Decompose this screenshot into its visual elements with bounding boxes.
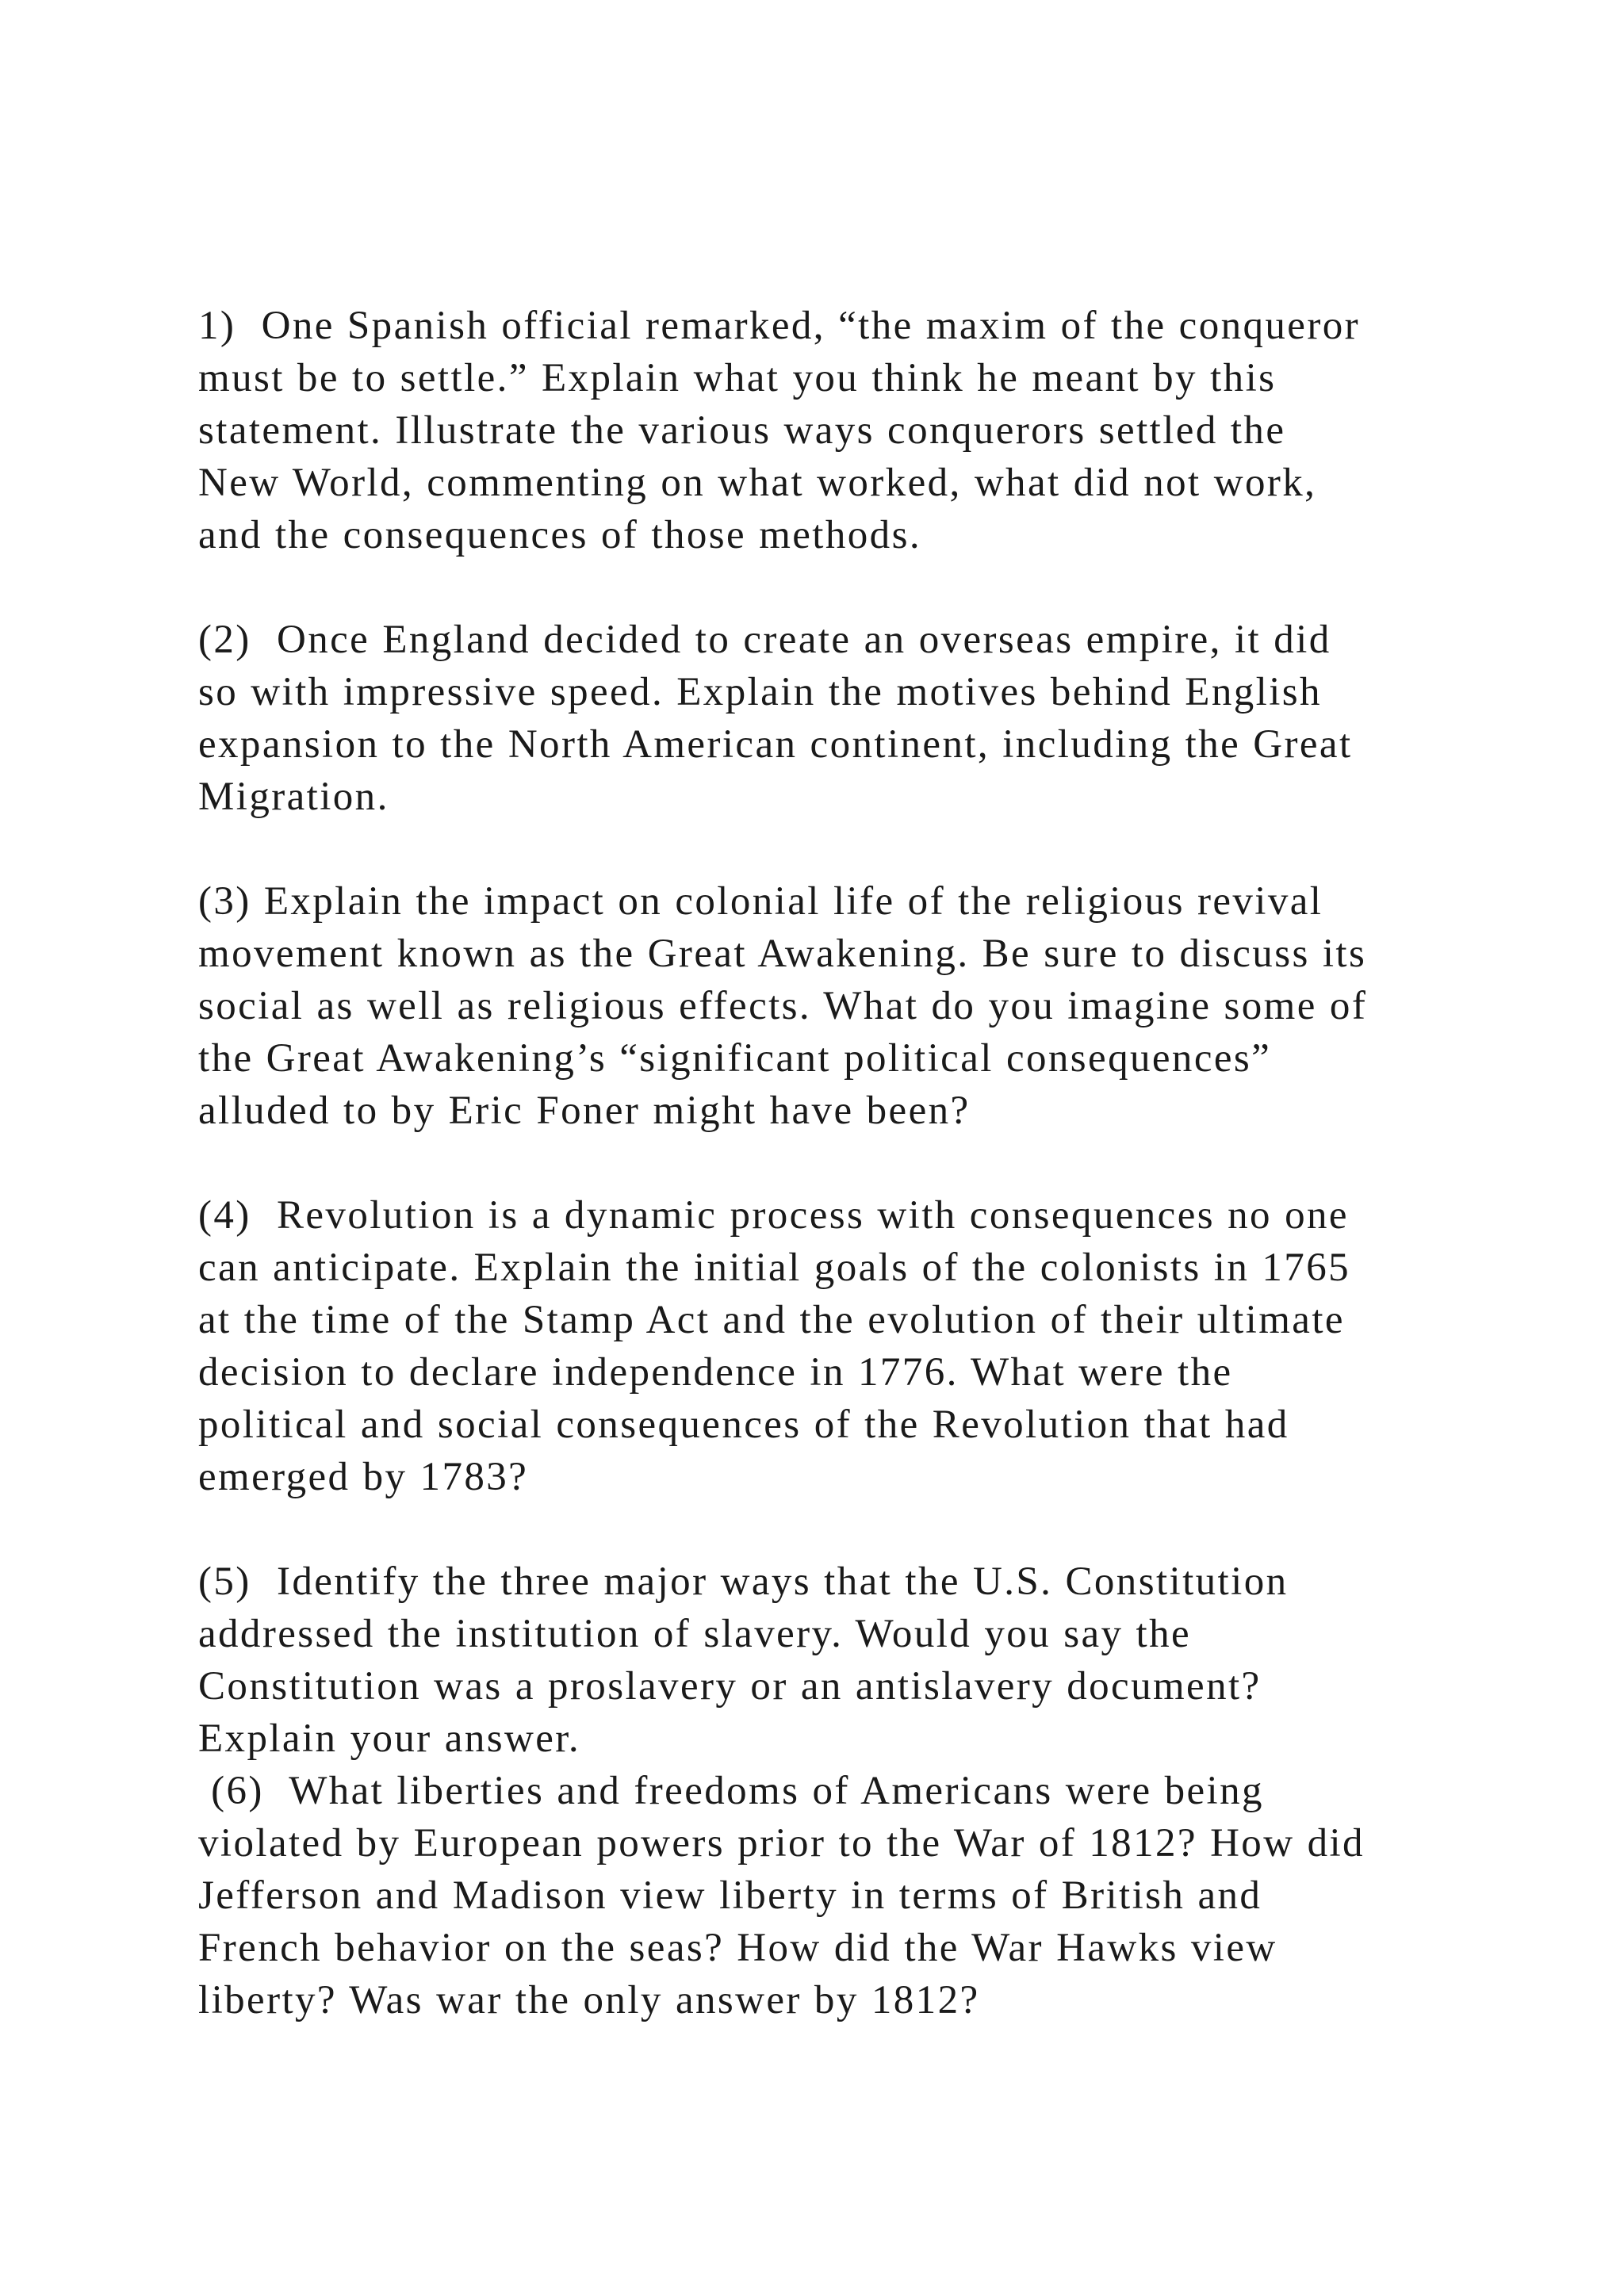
- text-line: addressed the institution of slavery. Would you say the: [198, 1612, 1192, 1656]
- text-line: must be to settle.” Explain what you think he meant by this: [198, 356, 1277, 400]
- text-line: social as well as religious effects. What do you imagine some of: [198, 984, 1368, 1028]
- paragraph-gap: [198, 561, 1499, 614]
- text-line: New World, commenting on what worked, what did not work,: [198, 461, 1317, 505]
- text-line: Jefferson and Madison view liberty in terms of British and: [198, 1873, 1262, 1918]
- text-line: (3) Explain the impact on colonial life of the religious revival: [198, 879, 1323, 924]
- question-1: [198, 300, 1499, 561]
- text-line: (4) Revolution is a dynamic process with consequences no one: [198, 1193, 1349, 1238]
- text-line: 1) One Spanish official remarked, “the maxim of the conqueror: [198, 304, 1361, 348]
- paragraph-gap: [198, 1137, 1499, 1189]
- document-body: [198, 300, 1499, 2026]
- question-5-and-6: [198, 1556, 1499, 2026]
- text-line: and the consequences of those methods.: [198, 513, 921, 557]
- text-line: Migration.: [198, 775, 389, 819]
- text-line: emerged by 1783?: [198, 1455, 529, 1499]
- text-line: movement known as the Great Awakening. Be sure to discuss its: [198, 932, 1367, 976]
- question-3: [198, 875, 1499, 1137]
- text-line: decision to declare independence in 1776. What were the: [198, 1350, 1233, 1395]
- text-line: (5) Identify the three major ways that the U.S. Constitution: [198, 1559, 1289, 1604]
- text-line: Constitution was a proslavery or an antislavery document?: [198, 1664, 1262, 1709]
- question-2: [198, 614, 1499, 823]
- paragraph-gap: [198, 1503, 1499, 1556]
- text-line: liberty? Was war the only answer by 1812?: [198, 1978, 980, 2022]
- text-line: French behavior on the seas? How did the War Hawks view: [198, 1926, 1277, 1970]
- text-line: (6) What liberties and freedoms of Americans were being: [198, 1769, 1264, 1813]
- text-line: political and social consequences of the Revolution that had: [198, 1402, 1289, 1447]
- text-line: violated by European powers prior to the War of 1812? How did: [198, 1821, 1365, 1866]
- text-line: (2) Once England decided to create an overseas empire, it did: [198, 618, 1331, 662]
- text-line: Explain your answer.: [198, 1716, 580, 1761]
- text-line: alluded to by Eric Foner might have been?: [198, 1089, 971, 1133]
- text-line: expansion to the North American continent, including the Great: [198, 722, 1353, 767]
- text-line: at the time of the Stamp Act and the evolution of their ultimate: [198, 1298, 1345, 1342]
- paragraph-gap: [198, 823, 1499, 875]
- question-4: [198, 1189, 1499, 1503]
- text-line: the Great Awakening’s “significant political consequences”: [198, 1036, 1272, 1081]
- text-line: so with impressive speed. Explain the motives behind English: [198, 670, 1322, 714]
- text-line: statement. Illustrate the various ways conquerors settled the: [198, 408, 1286, 453]
- text-line: can anticipate. Explain the initial goals of the colonists in 1765: [198, 1246, 1351, 1290]
